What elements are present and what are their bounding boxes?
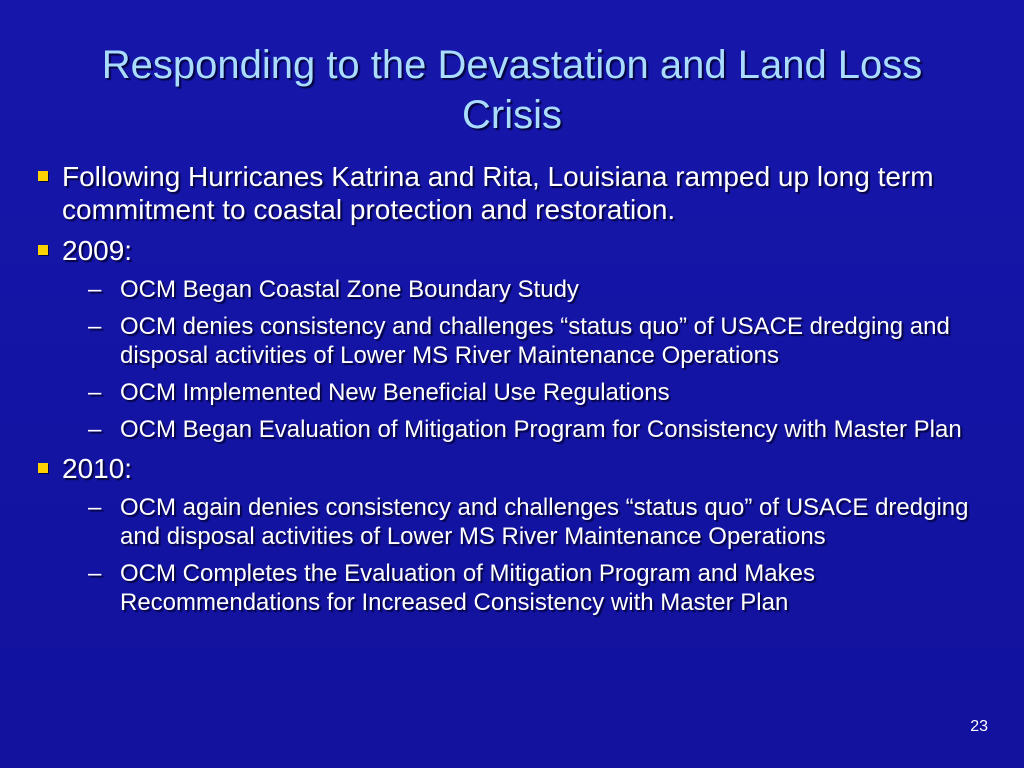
dash-marker: – [88,560,102,587]
slide-content [38,160,998,625]
square-bullet-icon [38,171,48,181]
sub-bullet-list [38,275,998,444]
sub-bullet-item [38,275,998,304]
sub-bullet-item [38,378,998,407]
sub-bullet-text: OCM Began Evaluation of Mitigation Program for Consistency with Master Plan [120,416,962,443]
sub-bullet-item [38,493,998,551]
bullet-item [38,234,998,267]
sub-bullet-text: OCM Completes the Evaluation of Mitigation Program and Makes Recommendations for Increased Consistency with Master Plan [120,560,815,616]
sub-bullet-text: OCM Implemented New Beneficial Use Regulations [120,379,670,406]
bullet-item [38,452,998,485]
bullet-text: Following Hurricanes Katrina and Rita, Louisiana ramped up long term commitment to coastal protection and restoration. [62,161,934,225]
sub-bullet-list [38,493,998,617]
sub-bullet-item [38,312,998,370]
square-bullet-icon [38,245,48,255]
sub-bullet-text: OCM Began Coastal Zone Boundary Study [120,276,579,303]
slide-title: Responding to the Devastation and Land Loss Crisis [101,43,923,137]
bullet-item [38,160,998,226]
bullet-text: 2010: [62,453,133,484]
dash-marker: – [88,379,102,406]
sub-bullet-item [38,415,998,444]
square-bullet-icon [38,463,48,473]
page-number: 23 [970,718,988,735]
sub-bullet-item [38,559,998,617]
dash-marker: – [88,416,102,443]
sub-bullet-text: OCM again denies consistency and challenges “status quo” of USACE dredging and disposal activities of Lower MS River Maintenance Operations [120,494,969,550]
dash-marker: – [88,276,102,303]
sub-bullet-text: OCM denies consistency and challenges “status quo” of USACE dredging and disposal activities of Lower MS River Maintenance Operations [120,313,950,369]
dash-marker: – [88,313,102,340]
dash-marker: – [88,494,102,521]
bullet-text: 2009: [62,235,133,266]
